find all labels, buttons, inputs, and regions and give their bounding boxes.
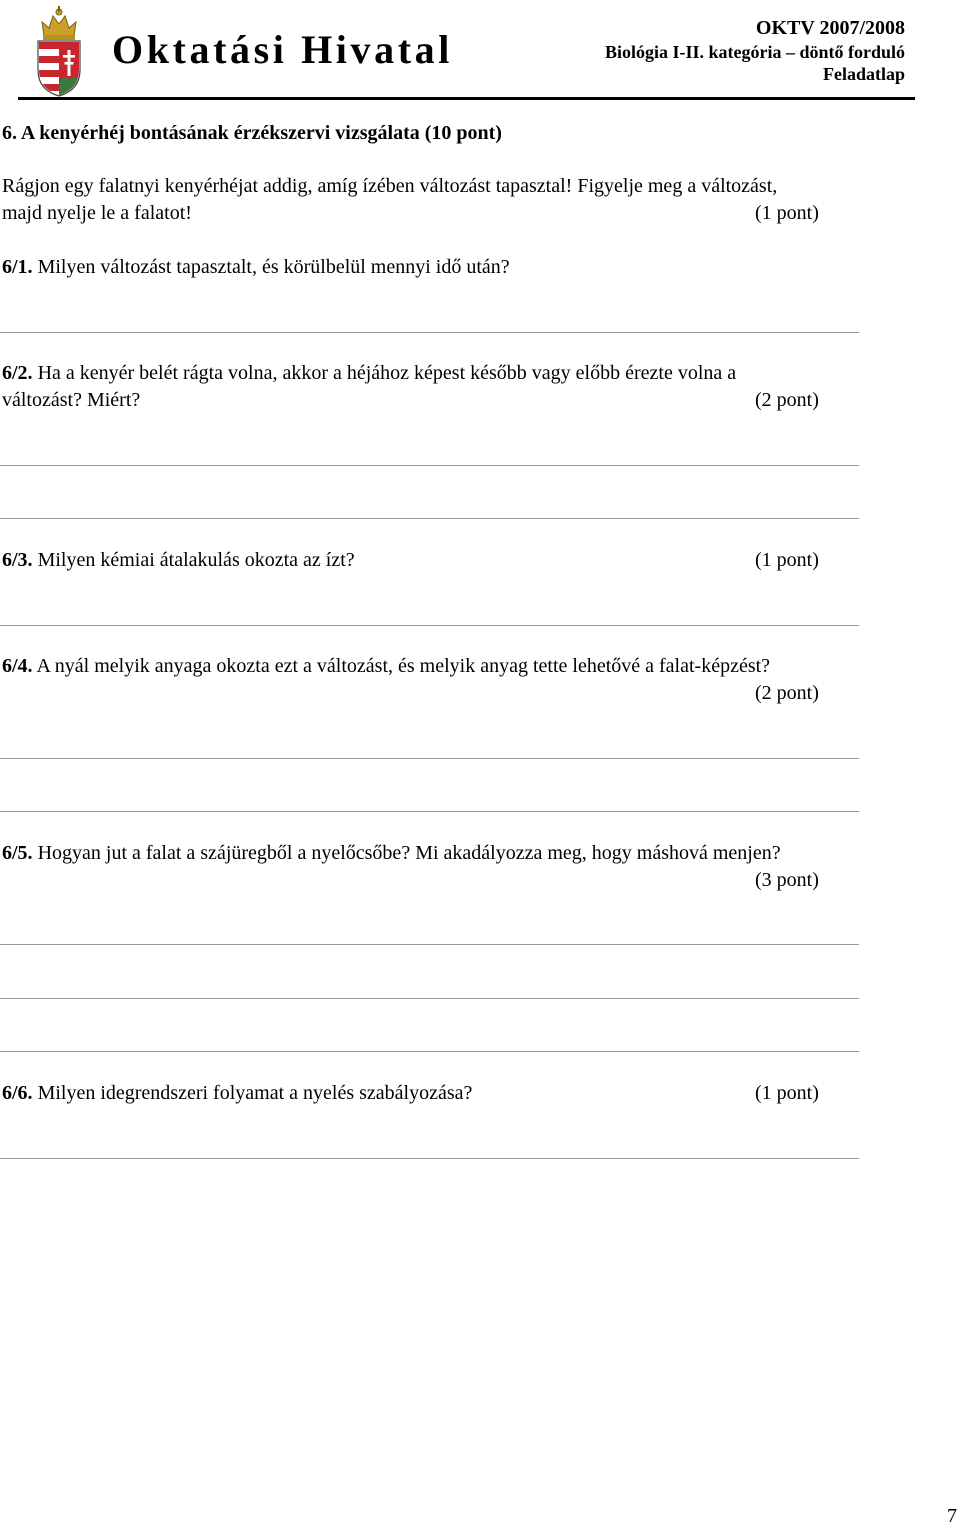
question-number: 6/4. bbox=[2, 655, 33, 677]
category-label: Biológia I-II. kategória – döntő forduló bbox=[604, 42, 905, 62]
question-number: 6/1. bbox=[2, 256, 33, 278]
question-number: 6/3. bbox=[2, 549, 33, 571]
question-text: Ha a kenyér belét rágta volna, akkor a héjához képest később vagy előbb érezte volna a bbox=[37, 362, 737, 384]
question-number: 6/2. bbox=[2, 362, 33, 384]
answer-line[interactable] bbox=[0, 332, 859, 333]
answer-line[interactable] bbox=[0, 465, 859, 466]
answer-line[interactable] bbox=[0, 998, 859, 999]
question-6-5-points: (3 pont) bbox=[755, 869, 819, 891]
question-text: Milyen idegrendszeri folyamat a nyelés szabályozása? bbox=[37, 1082, 473, 1104]
question-text: A nyál melyik anyaga okozta ezt a változást, és melyik anyag tette lehetővé a falat-képzést? bbox=[36, 655, 771, 677]
question-6-5 bbox=[2, 840, 781, 867]
question-6-2-continued: változást? Miért? bbox=[2, 389, 141, 411]
answer-line[interactable] bbox=[0, 518, 859, 519]
answer-line[interactable] bbox=[0, 758, 859, 759]
question-text: Milyen változást tapasztalt, és körülbelül mennyi idő után? bbox=[37, 256, 510, 278]
question-6-2 bbox=[2, 360, 736, 387]
office-name: Oktatási Hivatal bbox=[112, 27, 453, 72]
task-intro-line-1: Rágjon egy falatnyi kenyérhéjat addig, amíg ízében változást tapasztal! Figyelje meg a változást, bbox=[2, 175, 778, 197]
question-6-6-points: (1 pont) bbox=[755, 1082, 819, 1104]
task-intro-line-2: majd nyelje le a falatot! bbox=[2, 202, 192, 224]
answer-line[interactable] bbox=[0, 625, 859, 626]
question-6-1 bbox=[2, 254, 510, 281]
answer-line[interactable] bbox=[0, 944, 859, 945]
task-title: 6. A kenyérhéj bontásának érzékszervi vizsgálata (10 pont) bbox=[2, 122, 502, 144]
question-6-2-points: (2 pont) bbox=[755, 389, 819, 411]
question-text: Milyen kémiai átalakulás okozta az ízt? bbox=[37, 549, 355, 571]
question-6-3 bbox=[2, 547, 355, 574]
question-number: 6/5. bbox=[2, 842, 33, 864]
question-text: Hogyan jut a falat a szájüregből a nyelőcsőbe? Mi akadályozza meg, hogy máshová menjen? bbox=[37, 842, 781, 864]
competition-label: OKTV 2007/2008 bbox=[755, 17, 905, 39]
question-6-3-points: (1 pont) bbox=[755, 549, 819, 571]
header-divider bbox=[18, 97, 915, 100]
answer-line[interactable] bbox=[0, 1158, 859, 1159]
answer-line[interactable] bbox=[0, 1051, 859, 1052]
coat-of-arms-icon bbox=[34, 6, 84, 98]
question-6-4 bbox=[2, 653, 770, 680]
sheet-type-label: Feladatlap bbox=[822, 64, 905, 84]
question-number: 6/6. bbox=[2, 1082, 33, 1104]
page-number: 7 bbox=[947, 1505, 957, 1527]
task-intro-points: (1 pont) bbox=[755, 202, 819, 224]
answer-line[interactable] bbox=[0, 811, 859, 812]
question-6-4-points: (2 pont) bbox=[755, 682, 819, 704]
question-6-6 bbox=[2, 1080, 472, 1107]
